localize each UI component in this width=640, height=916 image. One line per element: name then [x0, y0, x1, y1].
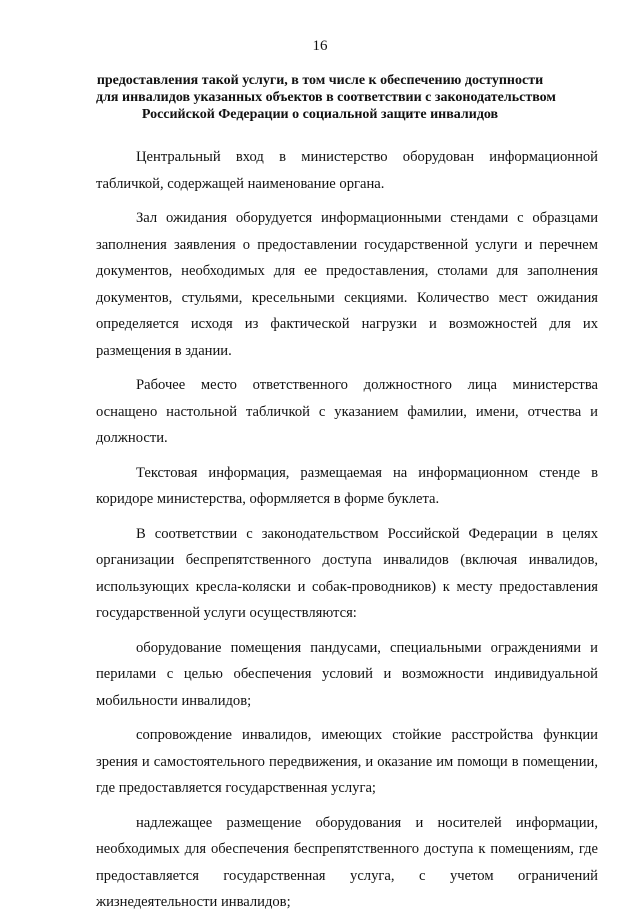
paragraph-booklet: Текстовая информация, размещаемая на информационном стенде в коридоре министерства, оформляется в форме буклета. [96, 464, 598, 507]
body-text [96, 144, 598, 916]
paragraph-workplace: Рабочее место ответственного должностного лица министерства оснащено настольной табличкой с указанием фамилии, имени, отчества и должности. [96, 377, 598, 446]
heading-line-3: Российской Федерации о социальной защите инвалидов [141, 107, 499, 122]
section-heading [96, 72, 556, 123]
heading-line-1: предоставления такой услуги, в том числе к обеспечению доступности [96, 73, 544, 88]
paragraph-escort: сопровождение инвалидов, имеющих стойкие расстройства функции зрения и самостоятельного передвижения, и оказание им помощи в помещении, где предоставляется государственная услуга; [96, 727, 598, 796]
paragraph-waiting-hall: Зал ожидания оборудуется информационными стендами с образцами заполнения заявления о предоставлении государственной услуги и перечнем документов, необходимых для ее предоставления, столами для заполнения документов, стульями, кресельными секциями. Количество мест ожидания определяется исходя из фактической нагрузки и возможностей для их размещения в здании. [96, 210, 598, 359]
paragraph-entrance-sign: Центральный вход в министерство оборудован информационной табличкой, содержащей наименование органа. [96, 149, 598, 192]
paragraph-accessibility-intro: В соответствии с законодательством Российской Федерации в целях организации беспрепятственного доступа инвалидов (включая инвалидов, использующих кресла-коляски и собак-проводников) к месту предоставления государственной услуги осуществляются: [96, 525, 598, 621]
paragraph-equipment-placement: надлежащее размещение оборудования и носителей информации, необходимых для обеспечения беспрепятственного доступа к помещениям, где предоставляется государственная услуга, с учетом ограничений жизнедеятельности инвалидов; [96, 814, 598, 910]
heading-line-2: для инвалидов указанных объектов в соответствии с законодательством [96, 90, 556, 105]
page-number: 16 [312, 38, 328, 54]
paragraph-ramps: оборудование помещения пандусами, специальными ограждениями и перилами с целью обеспечения условий и возможности индивидуальной мобильности инвалидов; [96, 639, 598, 709]
